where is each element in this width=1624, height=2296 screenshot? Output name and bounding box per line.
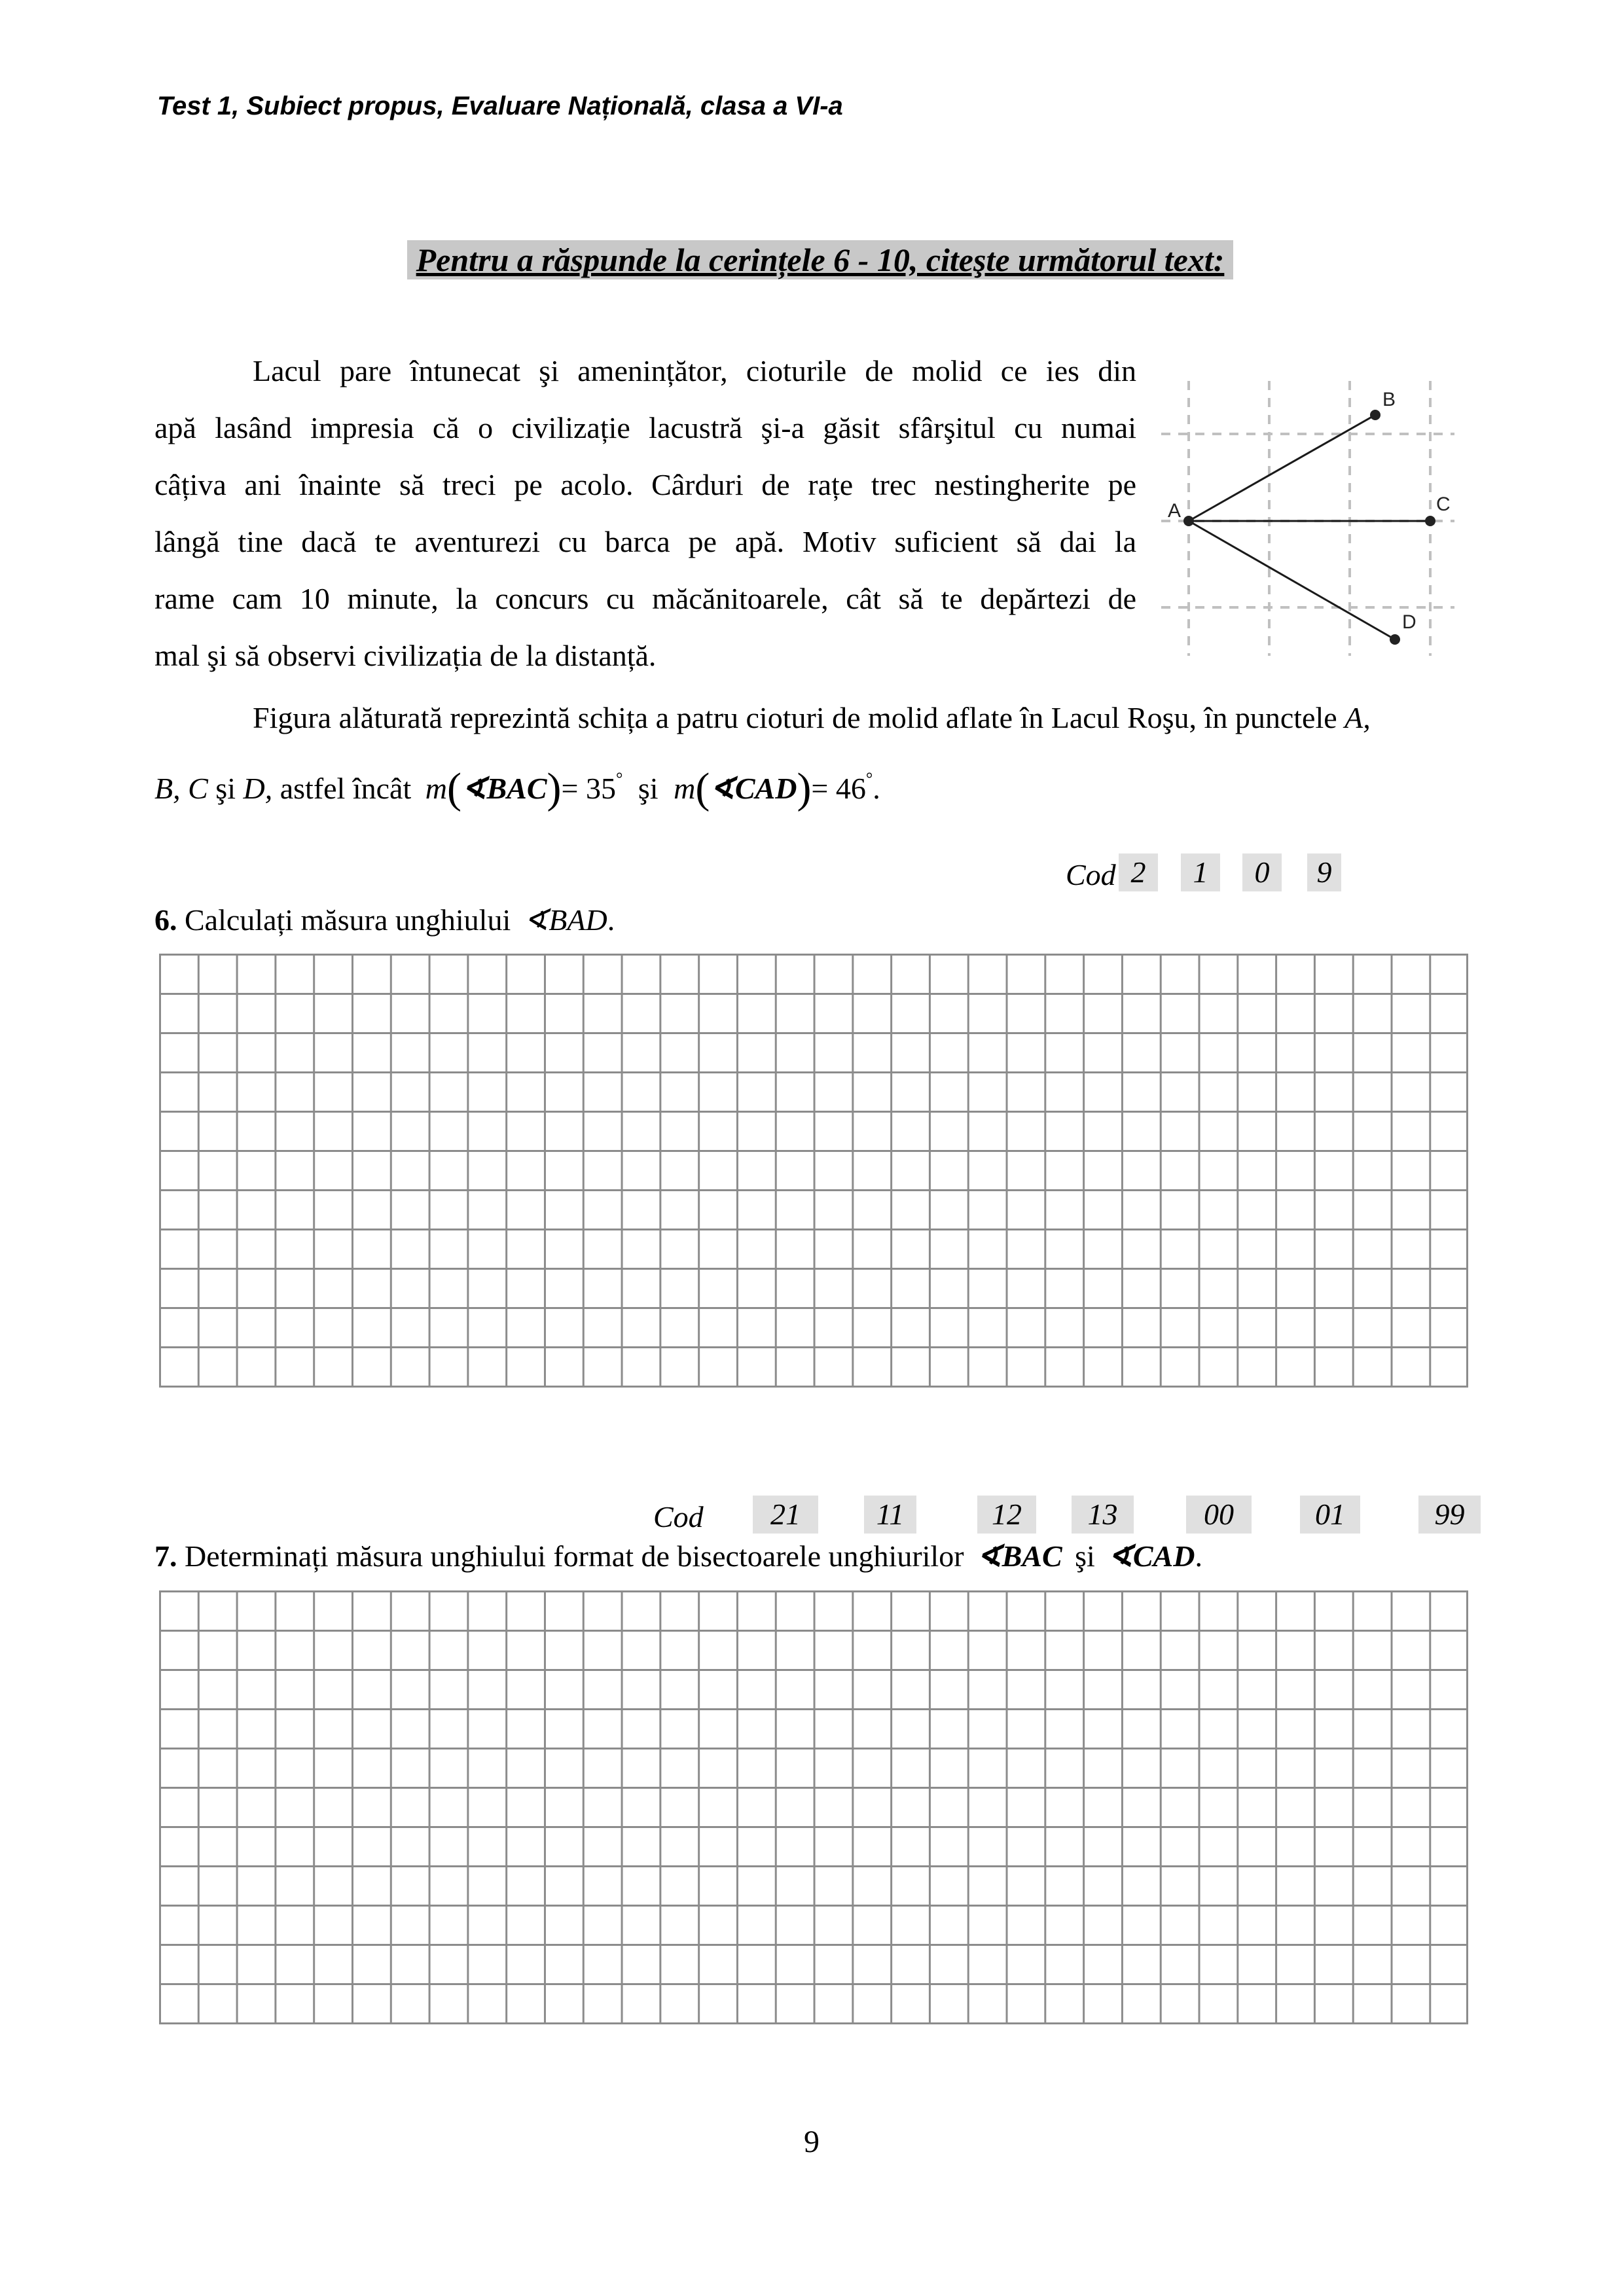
point-b-label: B [1382,389,1396,410]
q7-code-box: 21 [753,1496,818,1534]
figure-description-line2 [154,759,880,812]
point-c-ref: C [188,772,208,805]
point-a-ref: A, [1344,701,1371,734]
conjunction: şi [638,772,659,805]
angle-bad: ∢BAD [523,903,607,937]
question-number: 6. [154,903,177,937]
instruction-banner: Pentru a răspunde la cerințele 6 - 10, citeşte următorul text: [407,240,1233,279]
q6-code-box: 1 [1181,853,1220,891]
passage-line: lângă tine dacă te aventurezi cu barca pe apă. Motiv suficient să dai la [154,525,1136,558]
geometry-figure [1146,353,1506,668]
passage-line: câțiva ani înainte să treci pe acolo. Cârduri de rațe trec nestingherite pe [154,468,1136,501]
conjunction: şi [1075,1539,1095,1573]
question-text: Calculați măsura unghiului [185,903,511,937]
angle-bac-measure: m(∢BAC)= 35° [425,764,623,812]
point-d-label: D [1402,611,1416,633]
passage-line: rame cam 10 minute, la concurs cu măcănitoarele, cât să te depărtezi de [154,582,1136,615]
point-d-ref: D, [243,772,273,805]
question-text: Determinați măsura unghiului format de bisectoarele unghiurilor [185,1539,964,1573]
figure-description-line1 [253,698,1371,738]
question-number: 7. [154,1539,177,1573]
point-c-marker [1425,516,1435,526]
point-d-marker [1390,634,1400,645]
question-6: 6. Calculați măsura unghiului ∢BAD. [154,903,615,937]
angle-cad: ∢CAD [1108,1539,1195,1573]
point-a-label: A [1168,500,1182,522]
segment-ab [1189,415,1375,521]
figure-segments [1189,415,1430,639]
point-b-ref: B, [154,772,181,805]
q7-answer-grid[interactable] [159,1590,1468,2024]
q7-code-box: 99 [1418,1496,1481,1534]
q6-code-box: 9 [1307,853,1341,891]
passage-line: Lacul pare întunecat şi amenințător, cioturile de molid ce ies din [253,354,1136,387]
q7-code-box: 01 [1300,1496,1360,1534]
q6-cod-label: Cod [1066,858,1116,891]
q7-code-box: 12 [977,1496,1036,1534]
q7-code-box: 13 [1072,1496,1134,1534]
point-a-marker [1183,516,1194,526]
passage-line: apă lasând impresia că o civilizație lacustră şi-a găsit sfârşitul cu numai [154,411,1136,444]
point-c-label: C [1436,493,1451,515]
q6-answer-grid[interactable] [159,954,1468,1388]
passage-line: mal şi să observi civilizația de la distanță. [154,639,657,672]
angle-bac: ∢BAC [461,772,547,805]
angle-cad-measure: m(∢CAD)= 46°. [674,764,880,812]
astfel-text: astfel încât [280,772,412,805]
q6-code-box: 2 [1119,853,1158,891]
q7-code-box: 00 [1186,1496,1252,1534]
conjunction: şi [215,772,236,805]
page-header-title: Test 1, Subiect propus, Evaluare Națională, clasa a VI-a [157,92,843,120]
segment-ad [1189,521,1395,639]
page-number: 9 [804,2125,820,2159]
q7-code-box: 11 [864,1496,916,1534]
angle-bac: ∢BAC [977,1539,1062,1573]
question-7: 7. Determinați măsura unghiului format de bisectoarele unghiurilor ∢BAC şi ∢CAD. [154,1539,1202,1573]
figure-sentence: Figura alăturată reprezintă schița a patru cioturi de molid aflate în Lacul Roşu, în punctele [253,701,1337,734]
point-b-marker [1370,410,1380,420]
angle-cad: ∢CAD [710,772,797,805]
q7-cod-label: Cod [653,1500,704,1534]
q6-code-box: 0 [1242,853,1282,891]
